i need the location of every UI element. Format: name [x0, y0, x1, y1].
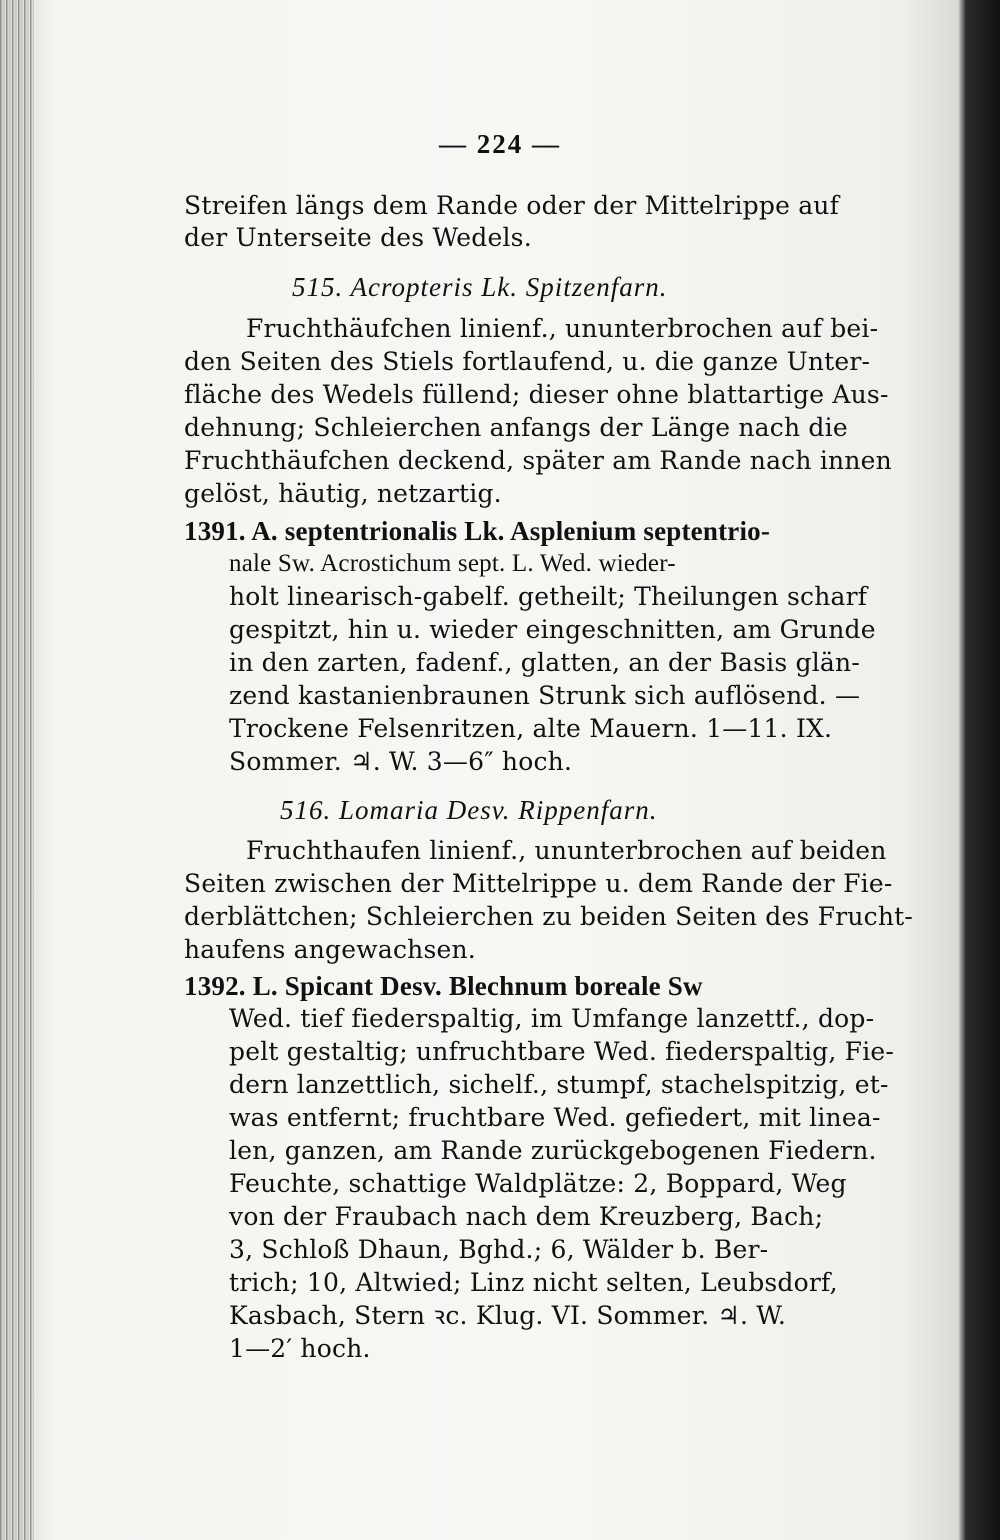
text-line: pelt gestaltig; unfruchtbare Wed. fiederspaltig, Fie- — [229, 1037, 895, 1066]
book-page-edges — [0, 0, 34, 1540]
text-line: gelöst, häutig, netzartig. — [184, 479, 502, 508]
species-entry-1392: 1392. L. Spicant Desv. Blechnum boreale Sw — [184, 971, 703, 1001]
text-line: Trockene Felsenritzen, alte Mauern. 1—11. IX. — [229, 714, 833, 743]
text-line: haufens angewachsen. — [184, 935, 476, 964]
text-line: nale Sw. Acrostichum sept. L. Wed. wieder- — [229, 550, 676, 577]
genus-heading-515: 515. Acropteris Lk. Spitzenfarn. — [292, 272, 668, 302]
text-line: in den zarten, fadenf., glatten, an der Basis glän- — [229, 648, 860, 677]
text-line: Kasbach, Stern ꝛc. Klug. VI. Sommer. ♃. W. — [229, 1301, 786, 1330]
text-line: Sommer. ♃. W. 3—6″ hoch. — [229, 747, 573, 776]
text-line: dern lanzettlich, sichelf., stumpf, stachelspitzig, et- — [229, 1070, 889, 1099]
genus-heading-516: 516. Lomaria Desv. Rippenfarn. — [280, 795, 658, 825]
text-line: dehnung; Schleierchen anfangs der Länge nach die — [184, 413, 848, 442]
text-line: holt linearisch-gabelf. getheilt; Theilungen scharf — [229, 582, 868, 611]
text-line: trich; 10, Altwied; Linz nicht selten, Leubsdorf, — [229, 1268, 838, 1297]
text-line: der Unterseite des Wedels. — [184, 223, 532, 252]
text-line: Wed. tief fiederspaltig, im Umfange lanzettf., dop- — [229, 1004, 875, 1033]
text-line: was entfernt; fruchtbare Wed. gefiedert, mit linea- — [229, 1103, 881, 1132]
text-line: Streifen längs dem Rande oder der Mittelrippe auf — [184, 191, 840, 220]
text-line: len, ganzen, am Rande zurückgebogenen Fiedern. — [229, 1136, 877, 1165]
text-line: fläche des Wedels füllend; dieser ohne blattartige Aus- — [184, 380, 889, 409]
species-entry-1391: 1391. A. septentrionalis Lk. Asplenium septentrio- — [184, 516, 771, 546]
text-line: derblättchen; Schleierchen zu beiden Seiten des Frucht- — [184, 902, 914, 931]
text-line: 1—2′ hoch. — [229, 1334, 371, 1363]
book-page — [34, 0, 960, 1540]
text-line: gespitzt, hin u. wieder eingeschnitten, am Grunde — [229, 615, 876, 644]
text-line: 3, Schloß Dhaun, Bghd.; 6, Wälder b. Ber- — [229, 1235, 769, 1264]
text-line: Seiten zwischen der Mittelrippe u. dem Rande der Fie- — [184, 869, 893, 898]
text-line: Feuchte, schattige Waldplätze: 2, Boppard, Weg — [229, 1169, 847, 1198]
text-line: den Seiten des Stiels fortlaufend, u. die ganze Unter- — [184, 347, 871, 376]
text-line: von der Fraubach nach dem Kreuzberg, Bach; — [229, 1202, 824, 1231]
page-number: — 224 — — [439, 129, 561, 159]
text-line: zend kastanienbraunen Strunk sich auflösend. — — [229, 681, 861, 710]
text-line: Fruchthäufchen linienf., ununterbrochen auf bei- — [246, 314, 879, 343]
text-line: Fruchthaufen linienf., ununterbrochen auf beiden — [246, 836, 887, 865]
text-line: Fruchthäufchen deckend, später am Rande nach innen — [184, 446, 892, 475]
